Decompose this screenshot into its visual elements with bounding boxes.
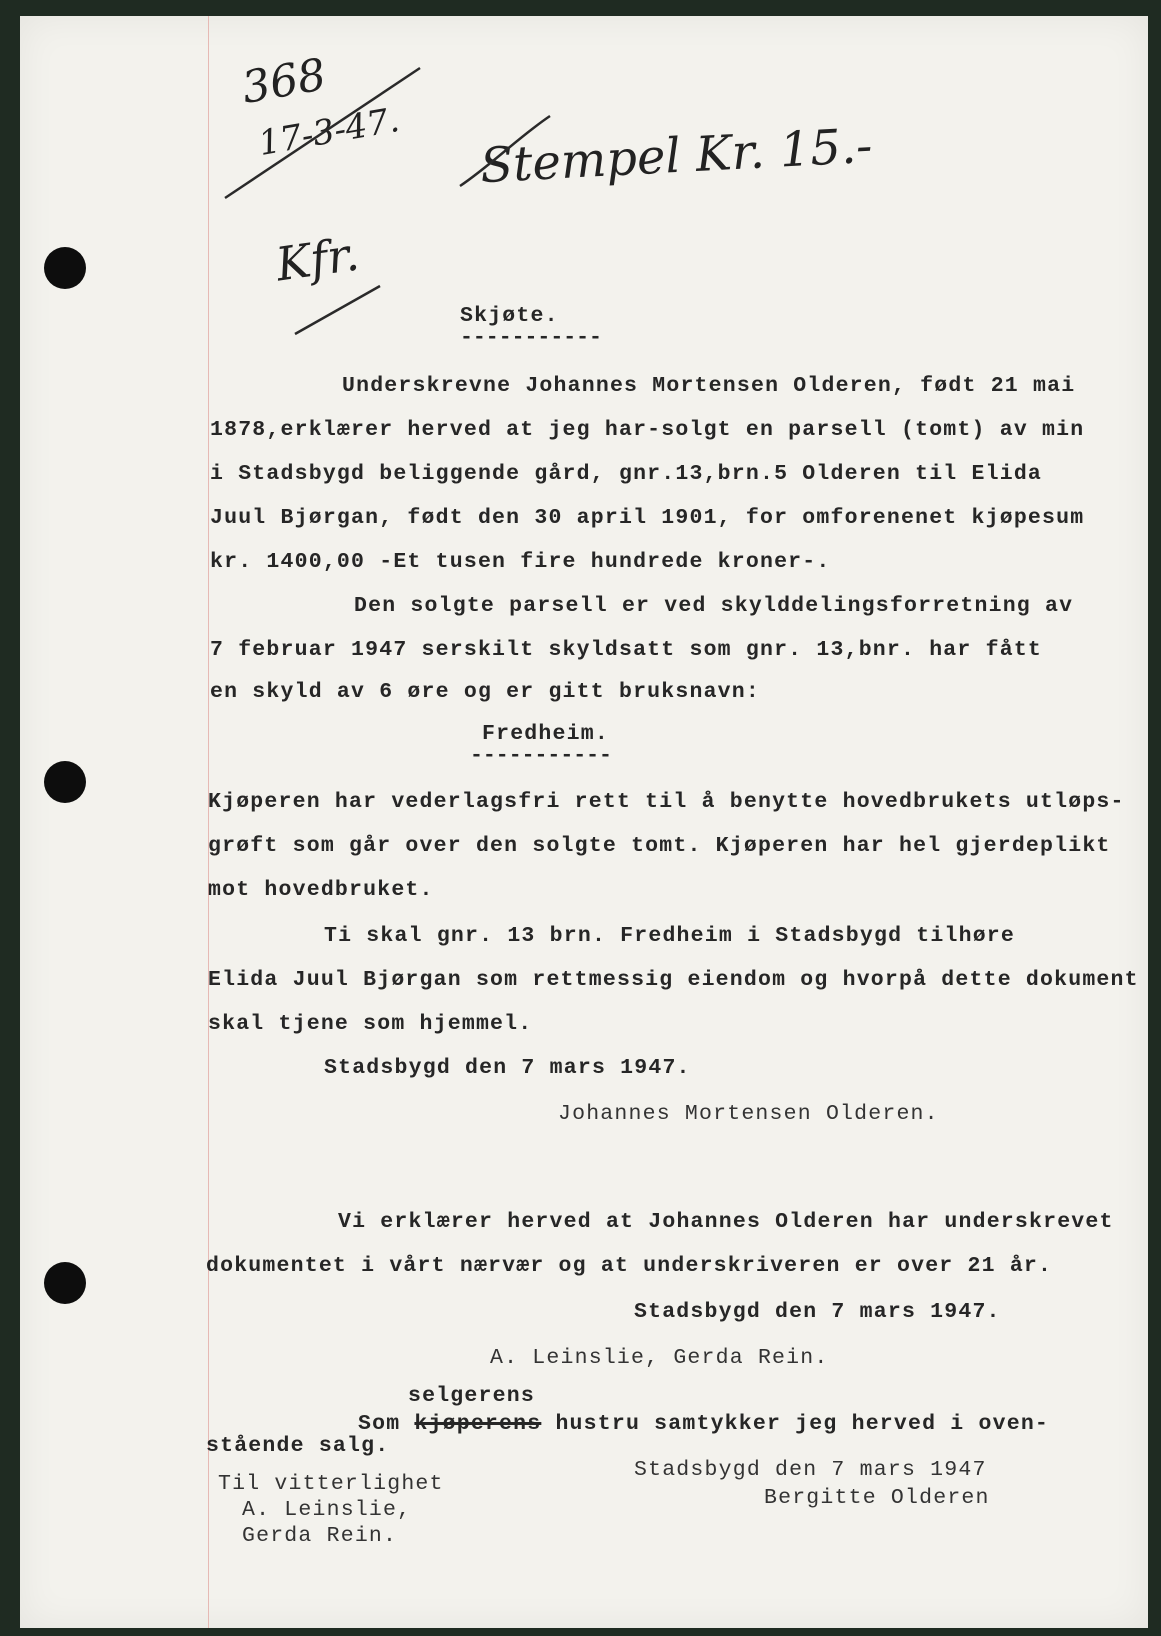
body-line: Underskrevne Johannes Mortensen Olderen, født 21 mai <box>342 374 1076 398</box>
record-number: 368 <box>238 49 330 114</box>
inserted-word: selgerens <box>408 1384 535 1408</box>
stamp-fee: Stempel Kr. 15.- <box>478 117 874 195</box>
seller-signature: Johannes Mortensen Olderen. <box>558 1102 939 1126</box>
pen-strokes <box>20 16 1148 1628</box>
consent-prefix: Som <box>358 1412 415 1436</box>
body-line: mot hovedbruket. <box>208 878 434 902</box>
record-date: 17-3-47. <box>255 99 403 165</box>
witness-line: dokumentet i vårt nærvær og at underskriveren er over 21 år. <box>206 1254 1053 1278</box>
body-line: Juul Bjørgan, født den 30 april 1901, for omforenenet kjøpesum <box>210 506 1085 530</box>
witness-line: Vi erklærer herved at Johannes Olderen har underskrevet <box>338 1210 1114 1234</box>
consent-line-2: stående salg. <box>206 1434 390 1458</box>
farm-name-underline: ----------- <box>470 744 612 768</box>
body-line: Elida Juul Bjørgan som rettmessig eiendom og hvorpå dette dokument <box>208 968 1139 992</box>
body-line: 7 februar 1947 serskilt skyldsatt som gnr. 13,bnr. har fått <box>210 638 1043 662</box>
document-title: Skjøte. <box>460 304 559 328</box>
consent-rest: hustru samtykker jeg herved i oven- <box>541 1412 1050 1436</box>
body-line: skal tjene som hjemmel. <box>208 1012 533 1036</box>
body-line: Ti skal gnr. 13 brn. Fredheim i Stadsbygd tilhøre <box>324 924 1016 948</box>
body-line: Den solgte parsell er ved skylddelingsforretning av <box>354 594 1074 618</box>
body-line: en skyld av 6 øre og er gitt bruksnavn: <box>210 680 760 704</box>
date-line: Stadsbygd den 7 mars 1947. <box>634 1300 1001 1324</box>
document-page <box>20 16 1148 1628</box>
body-line: kr. 1400,00 -Et tusen fire hundrede kroner-. <box>210 550 831 574</box>
witness-names: A. Leinslie, Gerda Rein. <box>490 1346 829 1370</box>
date-line: Stadsbygd den 7 mars 1947. <box>324 1056 691 1080</box>
struck-word: kjøperens <box>414 1412 542 1436</box>
attest-line: A. Leinslie, <box>242 1498 412 1522</box>
consent-line <box>358 1412 1049 1436</box>
initials: Kfr. <box>272 226 363 292</box>
title-underline: ----------- <box>460 326 602 350</box>
wife-signature: Bergitte Olderen <box>764 1486 990 1510</box>
body-line: Kjøperen har vederlagsfri rett til å benytte hovedbrukets utløps- <box>208 790 1125 814</box>
attest-line: Til vitterlighet <box>218 1472 444 1496</box>
body-line: i Stadsbygd beliggende gård, gnr.13,brn.5 Olderen til Elida <box>210 462 1043 486</box>
farm-name: Fredheim. <box>482 722 609 746</box>
body-line: grøft som går over den solgte tomt. Kjøperen har hel gjerdeplikt <box>208 834 1111 858</box>
body-line: 1878,erklærer herved at jeg har-solgt en parsell (tomt) av min <box>210 418 1085 442</box>
date-line: Stadsbygd den 7 mars 1947 <box>634 1458 987 1482</box>
attest-line: Gerda Rein. <box>242 1524 398 1548</box>
